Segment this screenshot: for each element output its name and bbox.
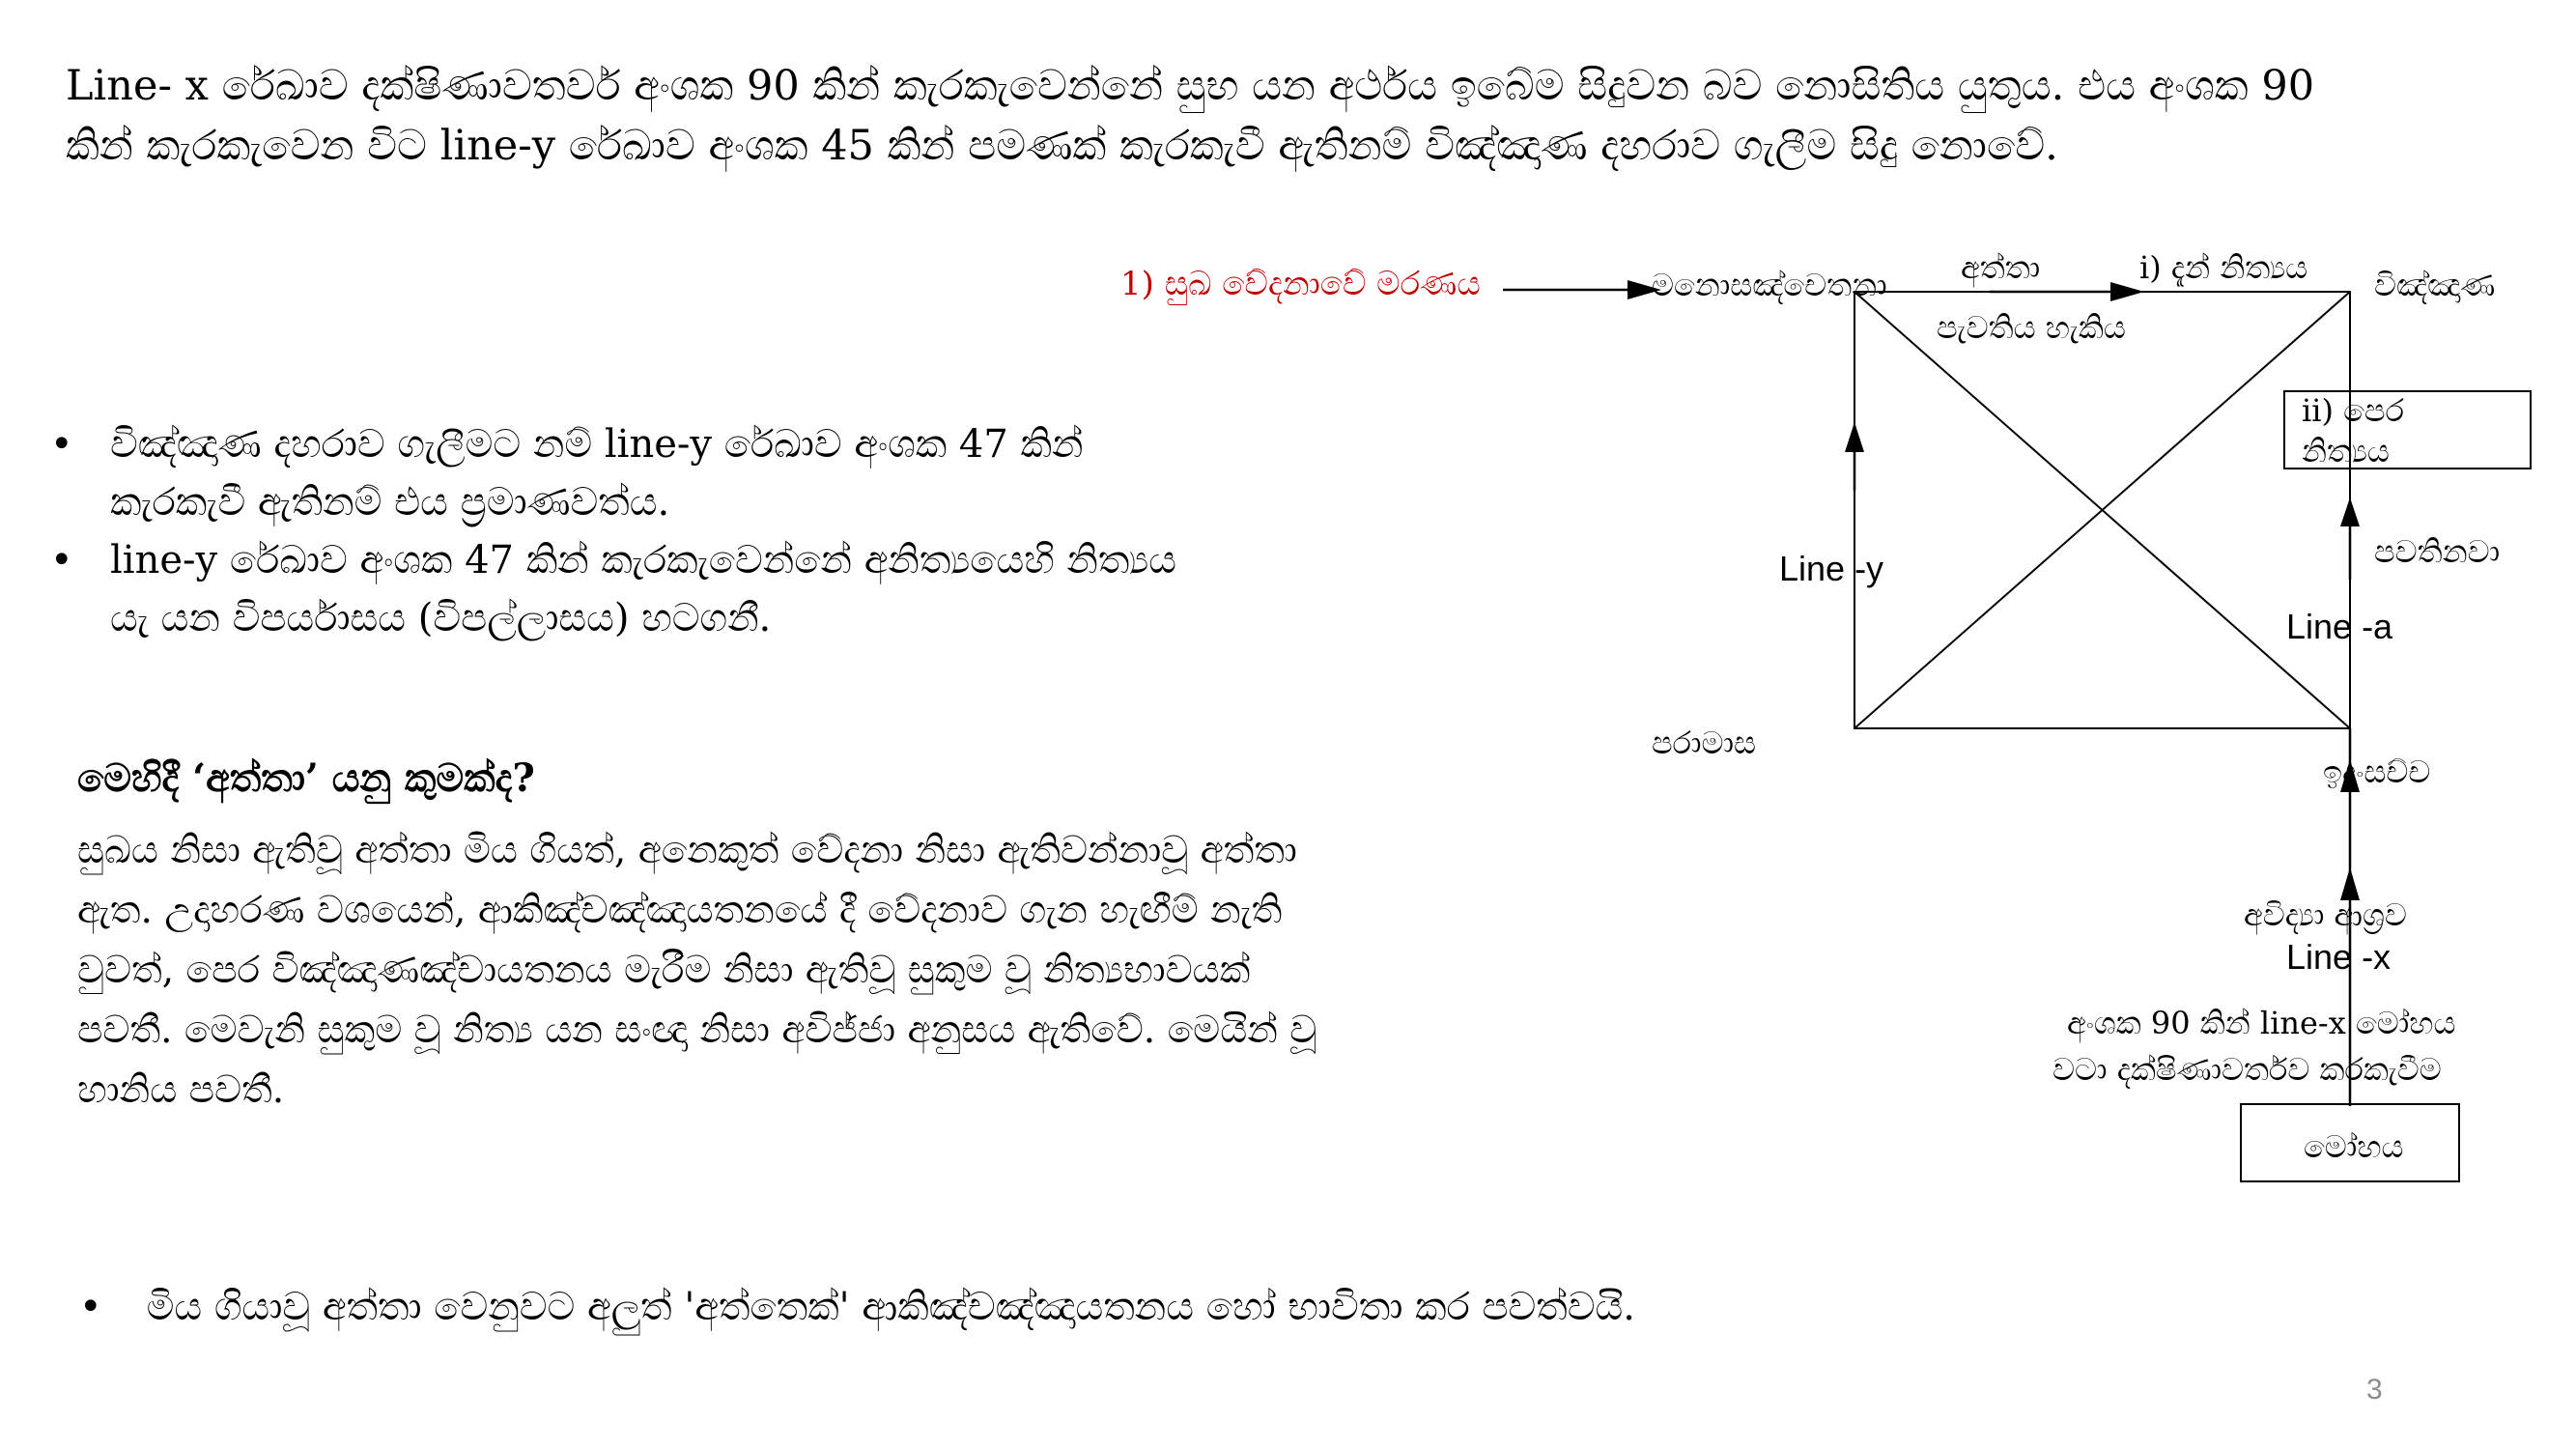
bullet-1-line-1: විඤ්ඤාණ දහරාව ගැලීමට නම් line-y රේඛාව අංශක 47 කින්: [110, 422, 1084, 467]
bullet-marker: •: [50, 538, 73, 582]
rotation-line-1: අංශක 90 කින් line-x මෝහය: [2067, 1005, 2456, 1041]
bullet-marker: •: [79, 1285, 102, 1329]
top-right-corner-label: විඤ්ඤාණ: [2374, 267, 2496, 303]
line-x-arrow-head-lower: [2340, 867, 2360, 900]
bullet-2-line-1: line-y රේඛාව අංශක 47 කින් කැරකැවෙන්නේ අනිත්‍යයෙහි නිත්‍යය: [110, 538, 1176, 582]
answer-line-5: හානිය පවතී.: [77, 1068, 285, 1112]
bullet-marker: •: [50, 422, 73, 467]
past-eternity-line-2: නිත්‍යය: [2302, 433, 2390, 469]
line-y-label: Line -y: [1779, 549, 1884, 588]
top-left-corner-label: මනොසඤ්චෙතනා: [1652, 267, 1887, 303]
past-eternity-label: [2302, 390, 2404, 471]
intro-line-2: කින් කැරකැවෙන විට line-y රේඛාව අංශක 45 කින් පමණක් කැරකැවී ඇතිනම් විඤ්ඤාණ දහරාව ගැලීම සිදු නොවේ.: [66, 122, 2058, 170]
answer-line-3: වුවත්, පෙර විඤ්ඤාණඤ්චායතනය මැරීම නිසා ඇතිවූ සුකුම වූ නිත්‍යභාවයක්: [77, 949, 1251, 992]
answer-line-1: සුඛය නිසා ඇතිවූ අත්තා මිය ගියත්, අනෙකුත් වේදනා නිසා ඇතිවන්නාවූ අත්තා: [77, 829, 1297, 872]
bullet-1-line-2: කැරකැවී ඇතිනම් එය ප්‍රමාණවත්ය.: [110, 480, 670, 525]
question-heading: මෙහිදී ‘අත්තා’ යනු කුමක්ද?: [77, 755, 535, 801]
bottom-right-corner-label: ඉදංසච්ච: [2323, 753, 2431, 790]
avidya-label: අවිද්‍යා ආශ්‍රව: [2244, 896, 2407, 933]
page-number: 3: [2366, 1374, 2383, 1406]
rotation-line-2: වටා දක්ෂිණාවර්තව කරකැවීම: [2052, 1051, 2442, 1088]
bottom-bullet-text: මිය ගියාවූ අත්තා වෙනුවට අලුත් 'අත්තෙක්' ආකිඤ්චඤ්ඤායතනය හෝ භාවිතා කර පවත්වයි.: [146, 1285, 1636, 1329]
moha-label: මෝහය: [2304, 1128, 2404, 1165]
past-eternity-line-1: ii) පෙර: [2302, 392, 2404, 429]
current-eternity-label: i) දැන් නිත්‍යය: [2139, 249, 2308, 286]
atta-label: අත්තා: [1961, 249, 2041, 286]
bullet-2-line-2: යැ යන විපර්යාසය (විපල්ලාසය) හටගනී.: [110, 596, 772, 640]
bottom-left-corner-label: පරාමාස: [1652, 724, 1757, 761]
death-of-pleasant-feeling-label: 1) සුඛ වේදනාවේ මරණය: [1120, 265, 1481, 303]
answer-line-2: ඇත. උදාහරණ වශයෙන්, ආකිඤ්චඤ්ඤායතනයේ දී වේදනාව ගැන හැඟීම් නැති: [77, 889, 1283, 932]
line-x-label: Line -x: [2286, 937, 2392, 977]
line-a-label: Line -a: [2286, 607, 2393, 646]
answer-line-4: පවතී. මෙවැනි සුකුම වූ නිත්‍ය යන සංඥා නිසා අවිජ්ජා අනුසය ඇතිවේ. මෙයින් වූ: [77, 1009, 1317, 1052]
exists-label: පවතිනවා: [2374, 533, 2501, 570]
can-exist-label: පැවතිය හැකිය: [1937, 309, 2126, 346]
line-a-arrow-head: [2340, 497, 2360, 526]
line-y-arrow-head: [1845, 422, 1864, 452]
intro-line-1: Line- x රේඛාව දක්ෂිණාවතර්ව අංශක 90 කින් කැරකැවෙන්නේ සුභ යන අර්ථය ඉබේම සිදුවන බව නොසිතිය යුතුය. එය අංශක 90: [66, 62, 2315, 110]
